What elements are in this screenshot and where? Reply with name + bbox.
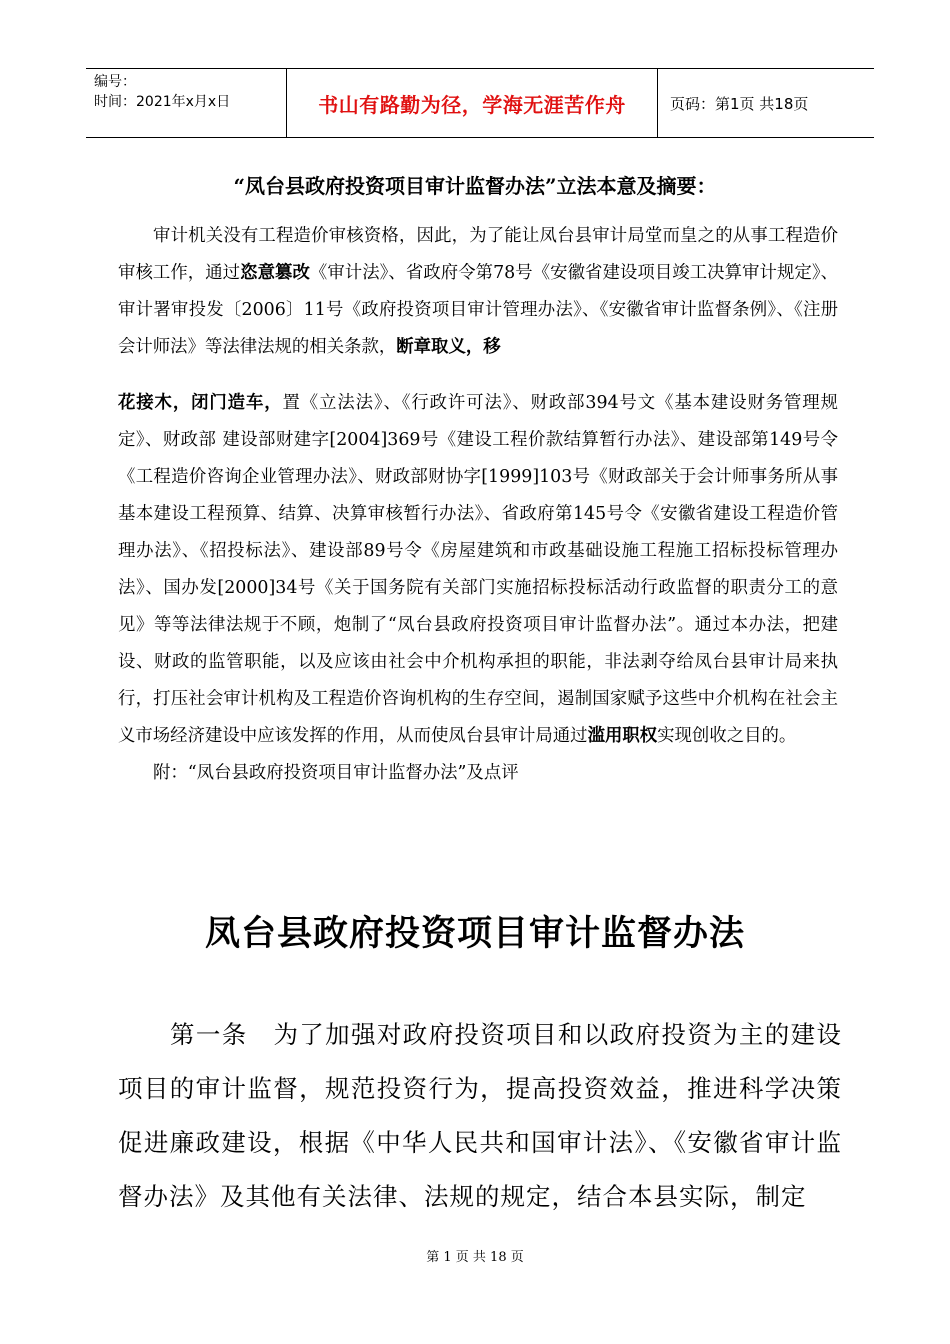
emphasis-text: 花接木，闭门造车， (118, 393, 283, 413)
document-title: 凤台县政府投资项目审计监督办法 (204, 914, 745, 954)
emphasis-text: 滥用职权 (587, 726, 658, 746)
intro-text: 《审计法》、省政府令第78号《安徽省建设项目竣工决算审计规定》、审计署审投发〔2006〕11号《政府投资项目审计管理办法》、《安徽省审计监督条例》、《注册会计师法》等法律法规的相关条款， (118, 263, 838, 357)
intro-title: “凤台县政府投资项目审计监督办法”立法本意及摘要： (233, 174, 717, 198)
page-footer: 第 1 页 共 18 页 (426, 1250, 524, 1265)
paragraph-gap (118, 366, 838, 385)
header-motto: 书山有路勤为径，学海无涯苦作舟 (286, 69, 658, 137)
emphasis-text: 断章取义，移 (396, 337, 501, 357)
time-label: 时间：2021年x月x日 (94, 94, 231, 110)
intro-text: 审计机关没有工程造价审核资格，因此，为了能让凤台县审计局堂而皇之的从事工程造价审核工作，通过 (118, 226, 838, 283)
header-meta (86, 69, 286, 137)
number-label: 编号： (94, 74, 136, 90)
intro-paragraph-2 (118, 385, 838, 755)
header-page-info: 页码：第1页 共18页 (670, 94, 809, 113)
attachment-note: 附：“凤台县政府投资项目审计监督办法”及点评 (153, 763, 519, 783)
intro-text: 置《立法法》、《行政许可法》、财政部394号文《基本建设财务管理规定》、财政部 建设部财建字[2004]369号《建设工程价款结算暂行办法》、建设部第149号令《工程造价咨询企业管理办法》、财政部财协字[1999]103号《财政部关于会计师事务所从事基本建设工程预算、结算、决算审核暂行办法》、省政府第145号令《安徽省建设工程造价管理办法》、《招投标法》、建设部89号令《房屋建筑和市政基础设施工程施工招标投标管理办法》、国办发[2000]34号《关于国务院有关部门实施招标投标活动行政监督的职责分工的意见》等等法律法规于不顾，炮制了“凤台县政府投资项目审计监督办法”。通过本办法，把建设、财政的监管职能，以及应该由社会中介机构承担的职能，非法剥夺给凤台县审计局来执行，打压社会审计机构及工程造价咨询机构的生存空间，遏制国家赋予这些中介机构在社会主义市场经济建设中应该发挥的作用，从而使凤台县审计局通过 (118, 393, 838, 746)
emphasis-text: 恣意篡改 (240, 263, 310, 283)
article-section (118, 1008, 842, 1224)
intro-section (118, 218, 838, 792)
article-1: 第一条 为了加强对政府投资项目和以政府投资为主的建设项目的审计监督，规范投资行为，提高投资效益，推进科学决策促进廉政建设，根据《中华人民共和国审计法》、《安徽省审计监督办法》及其他有关法律、法规的规定，结合本县实际，制定 (118, 1020, 842, 1211)
intro-text: 实现创收之目的。 (657, 726, 797, 746)
intro-paragraph-1 (118, 218, 838, 366)
page-header (86, 68, 874, 138)
